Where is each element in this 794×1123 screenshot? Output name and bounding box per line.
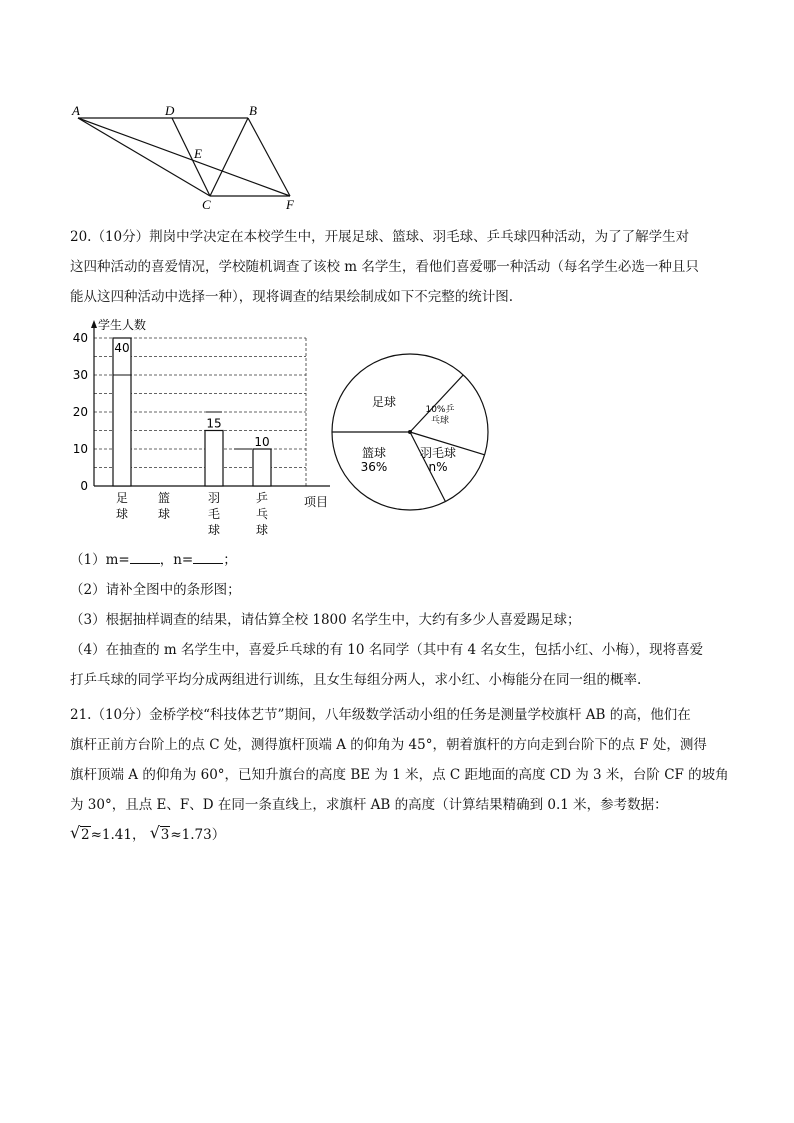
bar-data-label: 10 <box>254 435 270 449</box>
q20-line-1: 20.（10分）荆岗中学决定在本校学生中，开展足球、篮球、羽毛球、乒乓球四种活动，为了了解学生对 <box>70 229 690 245</box>
pie-slice-label: 羽毛球 <box>419 446 457 460</box>
x-tick-label: 球 <box>255 523 269 537</box>
x-tick-label: 毛 <box>207 507 221 521</box>
q21-line-2: 旗杆正前方台阶上的点 C 处，测得旗杆顶端 A 的仰角为 45°，朝着旗杆的方向走到台阶下的点 F 处，测得 <box>70 737 707 753</box>
x-tick-label: 足 <box>115 491 129 505</box>
point-label-F: F <box>286 197 294 212</box>
point-label-D: D <box>165 103 175 118</box>
q21-line-4: 为 30°，且点 E、F、D 在同一条直线上，求旗杆 AB 的高度（计算结果精确到 0.1 米，参考数据： <box>70 797 668 813</box>
x-tick-label: 篮 <box>157 491 171 505</box>
bar-乒乓球 <box>253 449 271 486</box>
sqrt2-value: ≈1.41， <box>90 827 146 843</box>
x-axis-label: 项目 <box>304 495 329 509</box>
pie-slice-label: 篮球 <box>361 446 387 460</box>
sqrt-3: √ 3 <box>149 823 170 843</box>
q21-line-1: 21.（10分）金桥学校“科技体艺节”期间，八年级数学活动小组的任务是测量学校旗杆 AB 的高，他们在 <box>70 707 691 723</box>
y-axis-arrow <box>91 320 97 328</box>
bar-足球 <box>113 338 131 486</box>
point-label-E: E <box>194 146 202 161</box>
answer-blank-m[interactable] <box>130 549 160 564</box>
y-tick-label: 40 <box>72 331 88 345</box>
segment-BF <box>248 118 290 196</box>
x-tick-label: 乒 <box>255 491 269 505</box>
q20-intro <box>70 222 730 312</box>
x-tick-label: 球 <box>207 523 221 537</box>
point-label-C: C <box>202 197 211 212</box>
y-axis-label: 学生人数 <box>98 318 147 332</box>
x-tick-label: 羽 <box>207 491 221 505</box>
bar-羽毛球 <box>205 431 223 487</box>
answer-blank-n[interactable] <box>193 549 223 564</box>
q20-sub1-mid: ，n= <box>159 552 194 568</box>
x-tick-label: 球 <box>115 507 129 521</box>
segment-AF <box>78 118 290 196</box>
segment-AC <box>78 118 210 196</box>
q20-subquestions <box>70 545 730 695</box>
x-tick-label: 球 <box>157 507 171 521</box>
sqrt3-value: ≈1.73） <box>170 827 226 843</box>
point-label-B: B <box>249 103 257 118</box>
y-tick-label: 20 <box>72 405 88 419</box>
y-tick-label: 0 <box>80 479 88 493</box>
pie-slice-label: 10%乒 <box>425 405 455 415</box>
pie-chart <box>328 350 492 514</box>
q21-line-3: 旗杆顶端 A 的仰角为 60°，已知升旗台的高度 BE 为 1 米，点 C 距地面的高度 CD 为 3 米，台阶 CF 的坡角 <box>70 767 729 783</box>
sqrt-2: √ 2 <box>70 823 90 843</box>
q20-sub1 <box>70 545 730 575</box>
bar-data-label: 40 <box>114 341 130 355</box>
pie-center <box>408 430 412 434</box>
q20-line-3: 能从这四种活动中选择一种），现将调查的结果绘制成如下不完整的统计图. <box>70 289 514 305</box>
q21-reference-data <box>70 820 730 850</box>
geometry-figure <box>60 100 310 215</box>
point-label-A: A <box>72 103 80 118</box>
pie-slice-label: 36% <box>360 460 388 474</box>
q20-sub4-line-2: 打乒乓球的同学平均分成两组进行训练，且女生每组分两人，求小红、小梅能分在同一组的概率. <box>70 672 642 688</box>
q20-sub3: （3）根据抽样调查的结果，请估算全校 1800 名学生中，大约有多少人喜爱踢足球； <box>70 612 581 628</box>
y-tick-label: 10 <box>72 442 88 456</box>
q20-sub1-prefix: （1）m= <box>70 552 130 568</box>
q20-line-2: 这四种活动的喜爱情况，学校随机调查了该校 m 名学生，看他们喜爱哪一种活动（每名学生必选一种且只 <box>70 259 699 275</box>
x-tick-label: 乓 <box>255 507 269 521</box>
pie-slice-label: 乓球 <box>430 416 450 426</box>
q20-sub1-suffix: ； <box>223 552 237 568</box>
bar-chart <box>60 316 340 544</box>
pie-slice-label: n% <box>428 460 448 474</box>
bar-data-label: 15 <box>206 416 222 431</box>
segment-BC <box>210 118 248 196</box>
q21 <box>70 700 730 850</box>
pie-slice-label: 足球 <box>371 395 397 409</box>
q20-sub2: （2）请补全图中的条形图； <box>70 582 241 598</box>
q20-sub4-line-1: （4）在抽查的 m 名学生中，喜爱乒乓球的有 10 名同学（其中有 4 名女生，包括小红、小梅），现将喜爱 <box>70 642 704 658</box>
y-tick-label: 30 <box>72 368 88 382</box>
